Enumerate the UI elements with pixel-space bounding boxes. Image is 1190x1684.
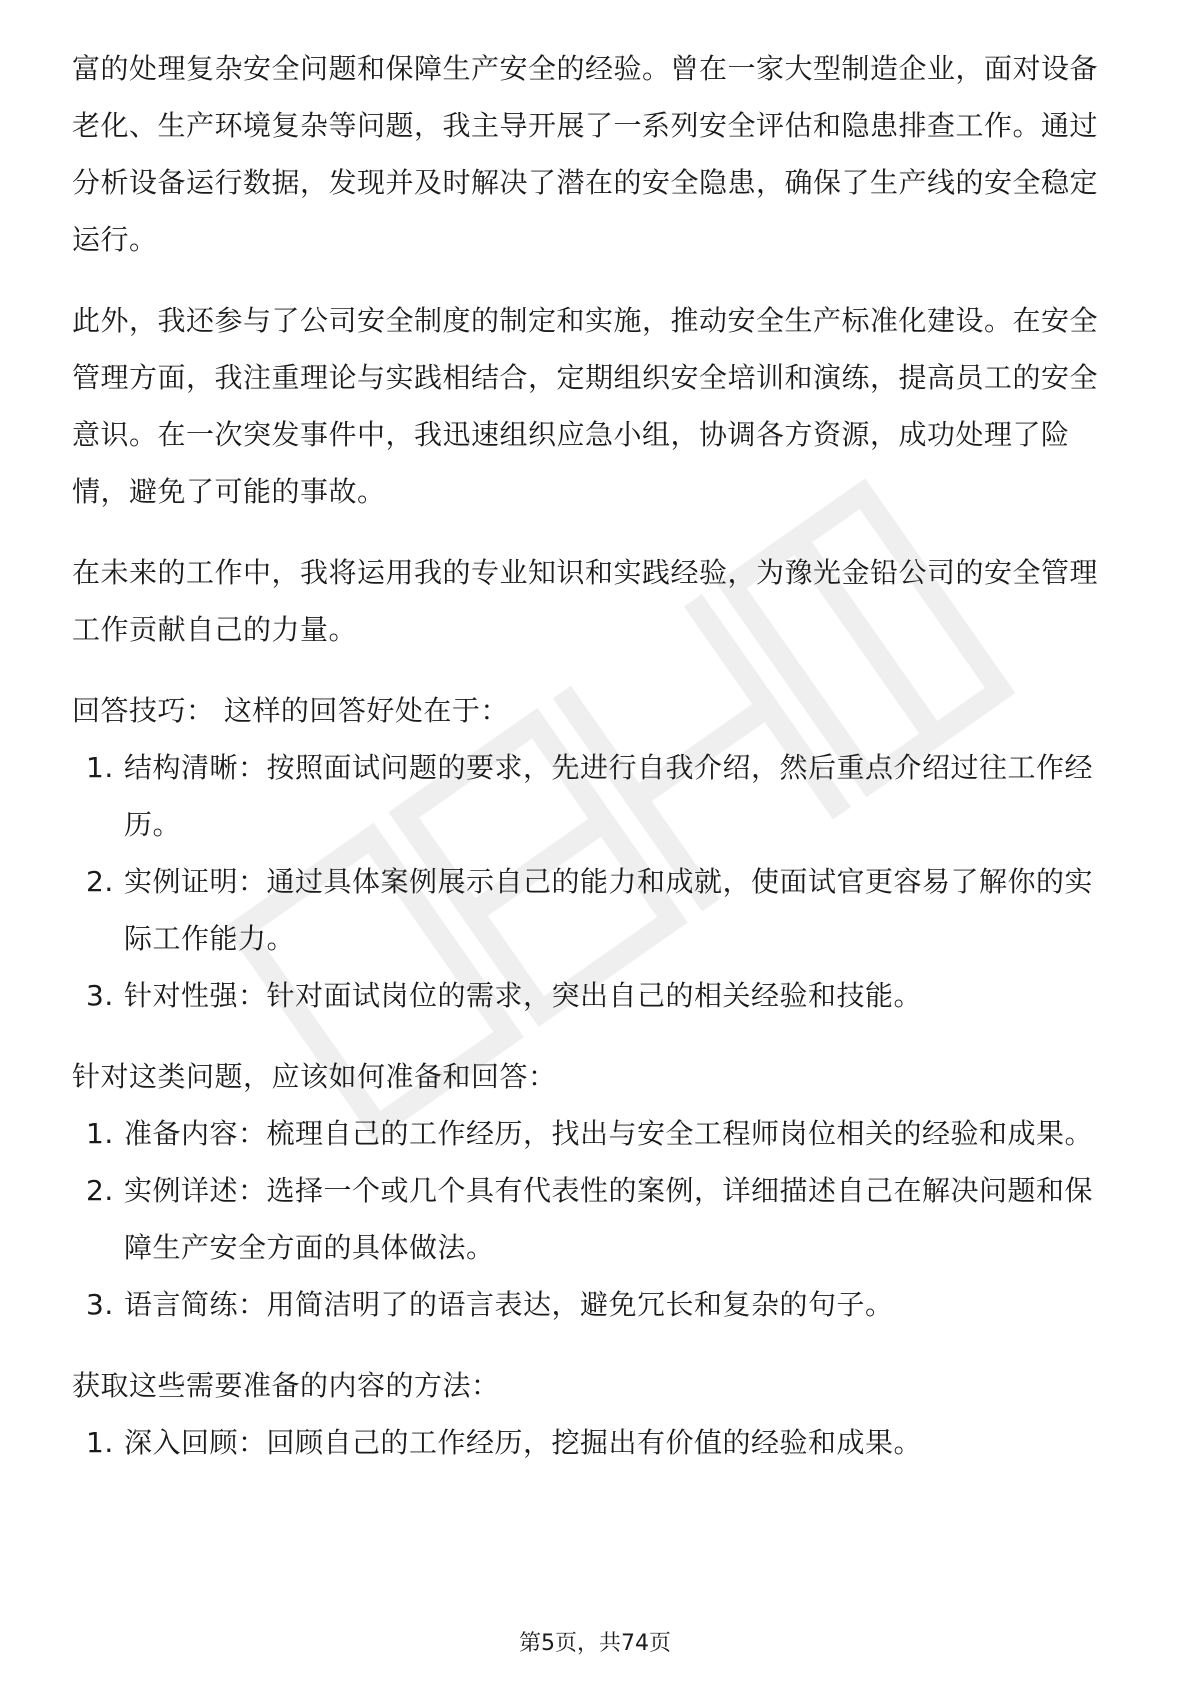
page-number: 第5页，共74页	[519, 1631, 671, 1656]
list-number: 2.	[86, 865, 114, 898]
list-number: 3.	[86, 979, 114, 1012]
paragraph-management: 此外，我还参与了公司安全制度的制定和实施，推动安全生产标准化建设。在安全管理方面，我注重理论与实践相结合，定期组织安全培训和演练，提高员工的安全意识。在一次突发事件中，我迅速组织应急小组，协调各方资源，成功处理了险情，避免了可能的事故。	[72, 304, 1099, 508]
list-item	[72, 853, 1118, 967]
list-item	[72, 1162, 1118, 1276]
list-item	[72, 1105, 1118, 1162]
paragraph-experience: 富的处理复杂安全问题和保障生产安全的经验。曾在一家大型制造企业，面对设备老化、生产环境复杂等问题，我主导开展了一系列安全评估和隐患排查工作。通过分析设备运行数据，发现并及时解决了潜在的安全隐患，确保了生产线的安全稳定运行。	[72, 52, 1099, 256]
methods-list	[72, 1414, 1118, 1471]
list-text: 针对性强：针对面试岗位的需求，突出自己的相关经验和技能。	[124, 979, 923, 1012]
method-heading: 获取这些需要准备的内容的方法：	[72, 1369, 500, 1402]
list-text: 准备内容：梳理自己的工作经历，找出与安全工程师岗位相关的经验和成果。	[124, 1117, 1094, 1150]
prep-list	[72, 1105, 1118, 1333]
tips-heading: 回答技巧： 这样的回答好处在于：	[72, 694, 509, 727]
list-text: 深入回顾：回顾自己的工作经历，挖掘出有价值的经验和成果。	[124, 1426, 923, 1459]
list-text: 语言简练：用简洁明了的语言表达，避免冗长和复杂的句子。	[124, 1288, 894, 1321]
list-item	[72, 1276, 1118, 1333]
list-number: 1.	[86, 1426, 114, 1459]
list-number: 3.	[86, 1288, 114, 1321]
list-item	[72, 1414, 1118, 1471]
list-item	[72, 967, 1118, 1024]
document-page	[72, 40, 1118, 1471]
paragraph-future: 在未来的工作中，我将运用我的专业知识和实践经验，为豫光金铅公司的安全管理工作贡献自己的力量。	[72, 556, 1099, 646]
list-text: 实例证明：通过具体案例展示自己的能力和成就，使面试官更容易了解你的实际工作能力。	[124, 865, 1094, 955]
tips-list	[72, 739, 1118, 1024]
list-text: 结构清晰：按照面试问题的要求，先进行自我介绍，然后重点介绍过往工作经历。	[124, 751, 1094, 841]
list-number: 1.	[86, 1117, 114, 1150]
list-text: 实例详述：选择一个或几个具有代表性的案例，详细描述自己在解决问题和保障生产安全方面的具体做法。	[124, 1174, 1094, 1264]
prep-heading: 针对这类问题，应该如何准备和回答：	[72, 1060, 557, 1093]
list-item	[72, 739, 1118, 853]
list-number: 1.	[86, 751, 114, 784]
list-number: 2.	[86, 1174, 114, 1207]
